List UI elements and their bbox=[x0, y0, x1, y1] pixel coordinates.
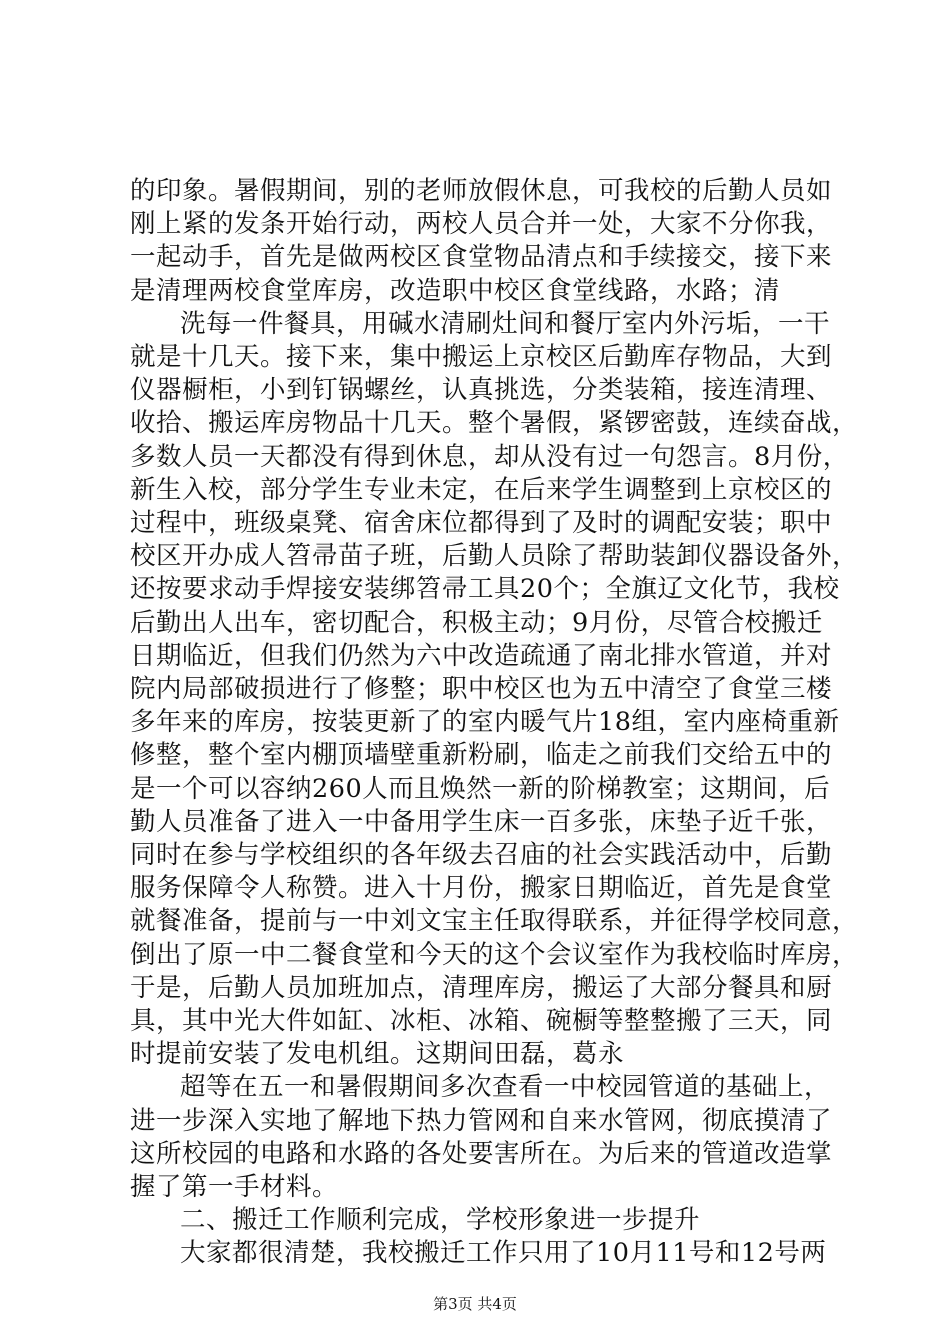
text-line: 这所校园的电路和水路的各处要害所在。为后来的管道改造掌 bbox=[130, 1138, 833, 1169]
text-line: 刚上紧的发条开始行动，两校人员合并一处，大家不分你我， bbox=[130, 209, 833, 240]
text-line: 日期临近，但我们仍然为六中改造疏通了南北排水管道，并对 bbox=[130, 640, 833, 671]
text-line: 多数人员一天都没有得到休息，却从没有过一句怨言。8月份， bbox=[130, 441, 849, 472]
text-line: 过程中，班级桌凳、宿舍床位都得到了及时的调配安装；职中 bbox=[130, 508, 833, 538]
text-line: 校区开办成人笤帚苗子班，后勤人员除了帮助装卸仪器设备外， bbox=[130, 541, 859, 572]
text-line: 大家都很清楚，我校搬迁工作只用了10月11号和12号两 bbox=[180, 1238, 827, 1269]
text-line: 就是十几天。接下来，集中搬运上京校区后勤库存物品，大到 bbox=[130, 342, 833, 372]
text-line: 院内局部破损进行了修整；职中校区也为五中清空了食堂三楼 bbox=[130, 674, 833, 704]
text-line: 后勤出人出车，密切配合，积极主动；9月份，尽管合校搬迁 bbox=[130, 607, 823, 638]
text-line: 收拾、搬运库房物品十几天。整个暑假，紧锣密鼓，连续奋战， bbox=[130, 408, 859, 439]
text-line: 是一个可以容纳260人而且焕然一新的阶梯教室；这期间，后 bbox=[130, 773, 831, 804]
text-line: 超等在五一和暑假期间多次查看一中校园管道的基础上， bbox=[180, 1072, 831, 1103]
text-line: 二、搬迁工作顺利完成，学校形象进一步提升 bbox=[180, 1205, 701, 1236]
text-line: 新生入校，部分学生专业未定，在后来学生调整到上京校区的 bbox=[130, 474, 833, 505]
text-line: 握了第一手材料。 bbox=[130, 1172, 339, 1202]
text-line: 多年来的库房，按装更新了的室内暖气片18组，室内座椅重新 bbox=[130, 707, 840, 738]
text-line: 是清理两校食堂库房，改造职中校区食堂线路，水路；清 bbox=[130, 275, 781, 306]
page-footer: 第3页 共4页 bbox=[433, 1295, 517, 1313]
text-line: 就餐准备，提前与一中刘文宝主任取得联系，并征得学校同意， bbox=[130, 906, 859, 937]
text-line: 勤人员准备了进入一中备用学生床一百多张，床垫子近千张， bbox=[130, 806, 833, 837]
text-line: 还按要求动手焊接安装绑笤帚工具20个；全旗辽文化节，我校 bbox=[130, 574, 840, 605]
text-line: 仪器橱柜，小到钉锅螺丝，认真挑选，分类装箱，接连清理、 bbox=[130, 375, 833, 406]
text-line: 倒出了原一中二餐食堂和今天的这个会议室作为我校临时库房， bbox=[130, 939, 859, 970]
text-line: 洗每一件餐具，用碱水清刷灶间和餐厅室内外污垢，一干 bbox=[180, 308, 831, 339]
text-line: 具，其中光大件如缸、冰柜、冰箱、碗橱等整整搬了三天，同 bbox=[130, 1006, 833, 1036]
text-line: 的印象。暑假期间，别的老师放假休息，可我校的后勤人员如 bbox=[130, 176, 833, 206]
text-line: 于是，后勤人员加班加点，清理库房，搬运了大部分餐具和厨 bbox=[130, 972, 833, 1003]
text-line: 一起动手，首先是做两校区食堂物品清点和手续接交，接下来 bbox=[130, 242, 833, 273]
text-line: 时提前安装了发电机组。这期间田磊，葛永 bbox=[130, 1039, 625, 1070]
text-line: 进一步深入实地了解地下热力管网和自来水管网，彻底摸清了 bbox=[130, 1105, 833, 1136]
text-line: 修整，整个室内棚顶墙壁重新粉刷，临走之前我们交给五中的 bbox=[130, 740, 833, 771]
text-line: 同时在参与学校组织的各年级去召庙的社会实践活动中，后勤 bbox=[130, 840, 833, 870]
text-line: 服务保障令人称赞。进入十月份，搬家日期临近，首先是食堂 bbox=[130, 873, 833, 904]
